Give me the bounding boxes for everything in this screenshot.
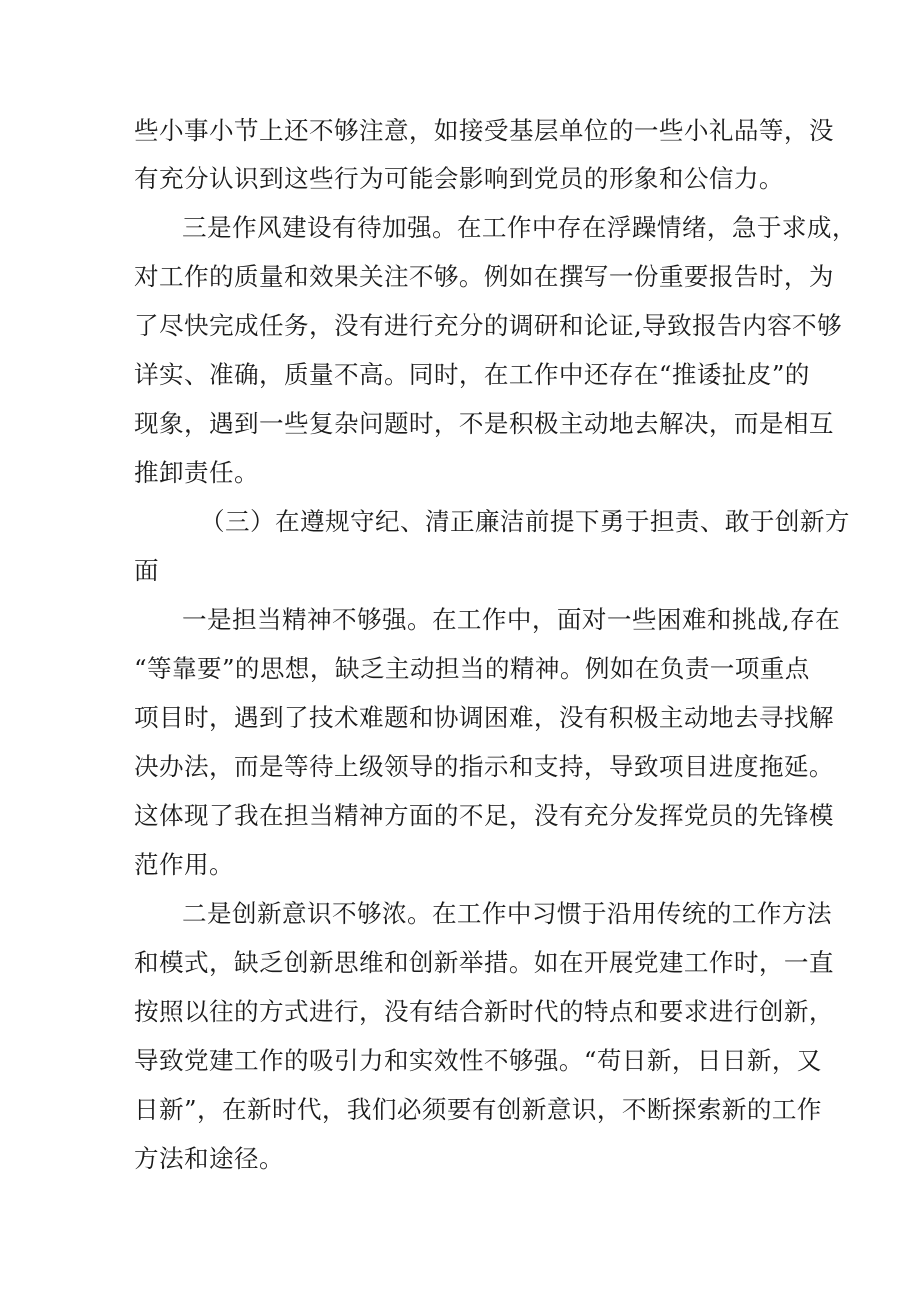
section-heading-continuation: 面 bbox=[134, 556, 159, 585]
text-line bbox=[0, 743, 920, 791]
text-line bbox=[0, 449, 920, 497]
paragraph-start: 二是创新意识不够浓。在工作中习惯于沿用传统的工作方法 bbox=[182, 899, 832, 928]
paragraph-continuation: 方法和途径。 bbox=[134, 1144, 284, 1173]
paragraph-continuation: 有充分认识到这些行为可能会影响到党员的形象和公信力。 bbox=[134, 164, 784, 193]
text-line bbox=[0, 498, 920, 546]
text-line bbox=[0, 1037, 920, 1085]
paragraph-continuation: 现象，遇到一些复杂问题时，不是积极主动地去解决，而是相互 bbox=[134, 409, 834, 438]
text-line bbox=[0, 939, 920, 987]
paragraph-continuation: 范作用。 bbox=[134, 850, 234, 879]
text-line bbox=[0, 596, 920, 644]
text-line bbox=[0, 107, 920, 155]
text-line bbox=[0, 1086, 920, 1134]
text-line bbox=[0, 792, 920, 840]
text-line bbox=[0, 645, 920, 693]
text-line bbox=[0, 988, 920, 1036]
text-line bbox=[0, 1135, 920, 1183]
paragraph-continuation: 详实、准确，质量不高。同时，在工作中还存在“推诿扯皮”的 bbox=[134, 360, 810, 389]
text-line bbox=[0, 694, 920, 742]
paragraph-continuation: 决办法，而是等待上级领导的指示和支持，导致项目进度拖延。 bbox=[134, 752, 834, 781]
paragraph-start: 三是作风建设有待加强。在工作中存在浮躁情绪，急于求成， bbox=[182, 213, 857, 242]
section-heading: （三）在遵规守纪、清正廉洁前提下勇于担责、敢于创新方 bbox=[200, 507, 850, 536]
text-line bbox=[0, 351, 920, 399]
paragraph-start: 一是担当精神不够强。在工作中，面对一些困难和挑战,存在 bbox=[182, 605, 841, 634]
paragraph-continuation: 了尽快完成任务，没有进行充分的调研和论证,导致报告内容不够 bbox=[134, 311, 843, 340]
paragraph-continuation: 和模式，缺乏创新思维和创新举措。如在开展党建工作时，一直 bbox=[134, 948, 834, 977]
text-line bbox=[0, 253, 920, 301]
text-line bbox=[0, 547, 920, 595]
text-line bbox=[0, 155, 920, 203]
text-line bbox=[0, 400, 920, 448]
paragraph-continuation: 导致党建工作的吸引力和实效性不够强。“苟日新，日日新，又 bbox=[134, 1046, 822, 1075]
paragraph-continuation: 项目时，遇到了技术难题和协调困难，没有积极主动地去寻找解 bbox=[134, 703, 834, 732]
text-line bbox=[0, 302, 920, 350]
paragraph-continuation: 推卸责任。 bbox=[134, 458, 259, 487]
paragraph-continuation: 按照以往的方式进行，没有结合新时代的特点和要求进行创新， bbox=[134, 997, 834, 1026]
paragraph-continuation: 些小事小节上还不够注意，如接受基层单位的一些小礼品等，没 bbox=[134, 116, 834, 145]
paragraph-continuation: 对工作的质量和效果关注不够。例如在撰写一份重要报告时，为 bbox=[134, 262, 834, 291]
paragraph-continuation: 这体现了我在担当精神方面的不足，没有充分发挥党员的先锋模 bbox=[134, 801, 834, 830]
text-line bbox=[0, 890, 920, 938]
paragraph-continuation: 日新”，在新时代，我们必须要有创新意识，不断探索新的工作 bbox=[134, 1095, 822, 1124]
paragraph-continuation: “等靠要”的思想，缺乏主动担当的精神。例如在负责一项重点 bbox=[134, 654, 810, 683]
text-line bbox=[0, 204, 920, 252]
text-line bbox=[0, 841, 920, 889]
